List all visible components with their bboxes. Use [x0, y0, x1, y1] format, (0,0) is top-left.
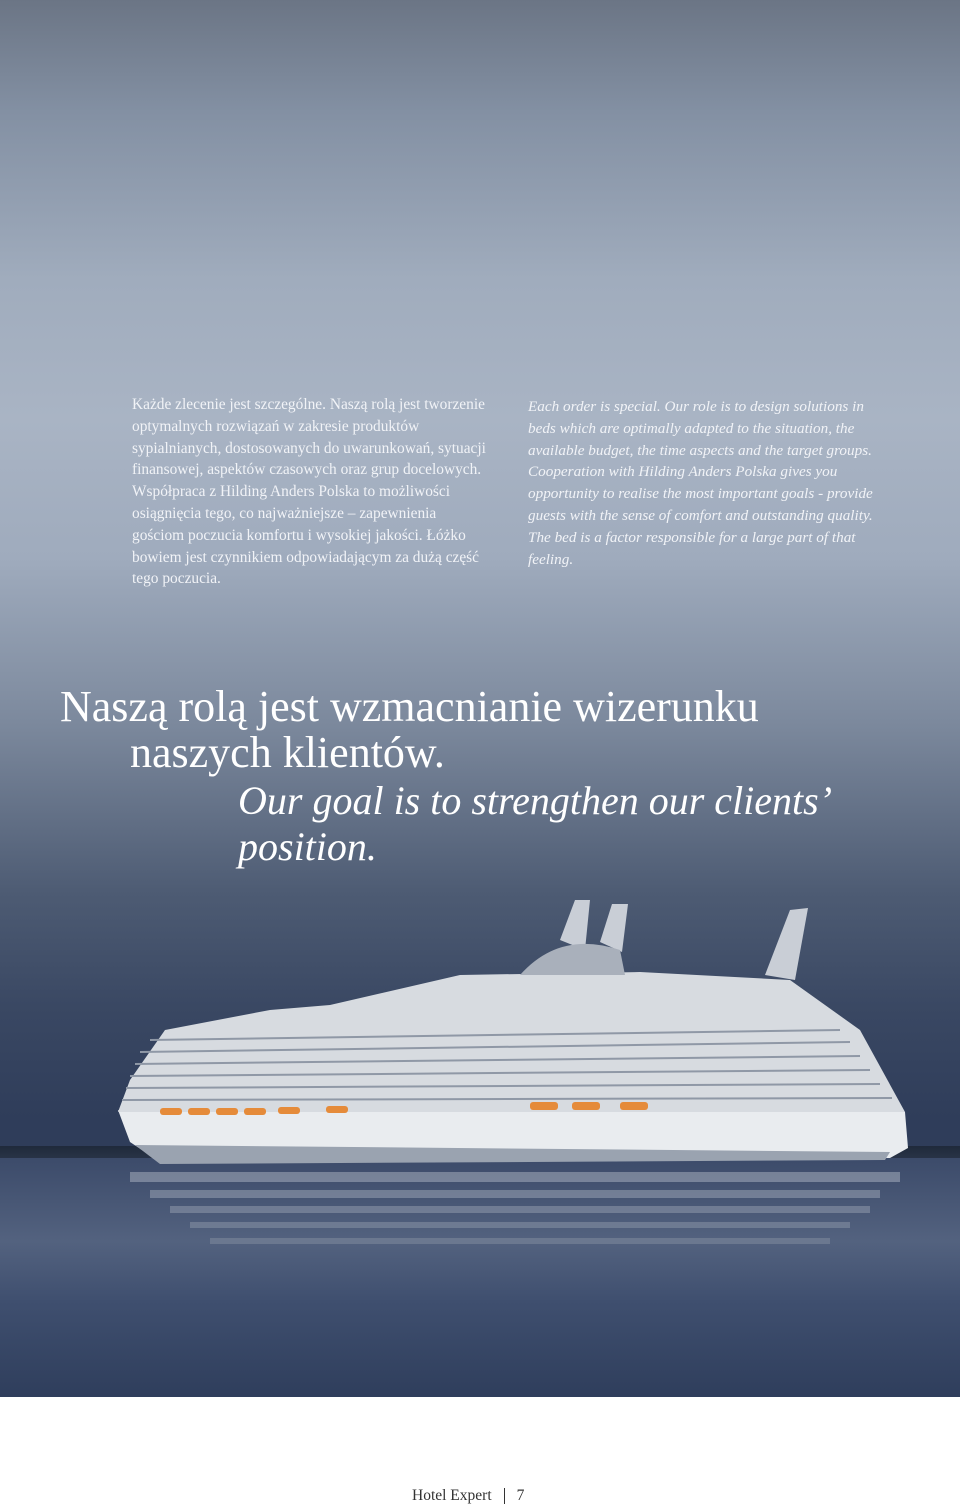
- headline-line-1: Naszą rolą jest wzmacnianie wizerunku: [60, 682, 759, 731]
- polish-paragraph: Każde zlecenie jest szczególne. Naszą rolą jest tworzenie optymalnych rozwiązań w zakresie produktów sypialnianych, dostosowanych do uwarunkowań, sytuacji finansowej, aspektów czasowych oraz grup docelowych. Współpraca z Hilding Anders Polska to możliwości osiągnięcia tego, co najważniejsze – zapewnienia gościom poczucia komfortu i wysokiej jakości. Łóżko bowiem jest czynnikiem odpowiadającym za dużą część tego poczucia.: [132, 396, 486, 588]
- cruise-ship-illustration: [0, 880, 960, 1300]
- page-footer: [412, 1485, 524, 1507]
- headline-line-2: naszych klientów.: [130, 728, 445, 777]
- headline-line-3: Our goal is to strengthen our clients’ position.: [238, 778, 828, 869]
- ship-dome: [520, 944, 625, 975]
- page-number: 7: [516, 1487, 525, 1504]
- english-paragraph: Each order is special. Our role is to design solutions in beds which are optimally adapted to the situation, the available budget, the time aspects and the target groups. Cooperation with Hilding Anders Polska gives you opportunity to realise the most important goals - provide guests with the sense of comfort and outstanding quality. The bed is a factor responsible for a large part of that feeling.: [528, 398, 873, 568]
- publication-name: Hotel Expert: [412, 1487, 492, 1504]
- footer-separator: [504, 1488, 505, 1504]
- headline: [60, 684, 940, 870]
- ship-reflection: [130, 1172, 900, 1244]
